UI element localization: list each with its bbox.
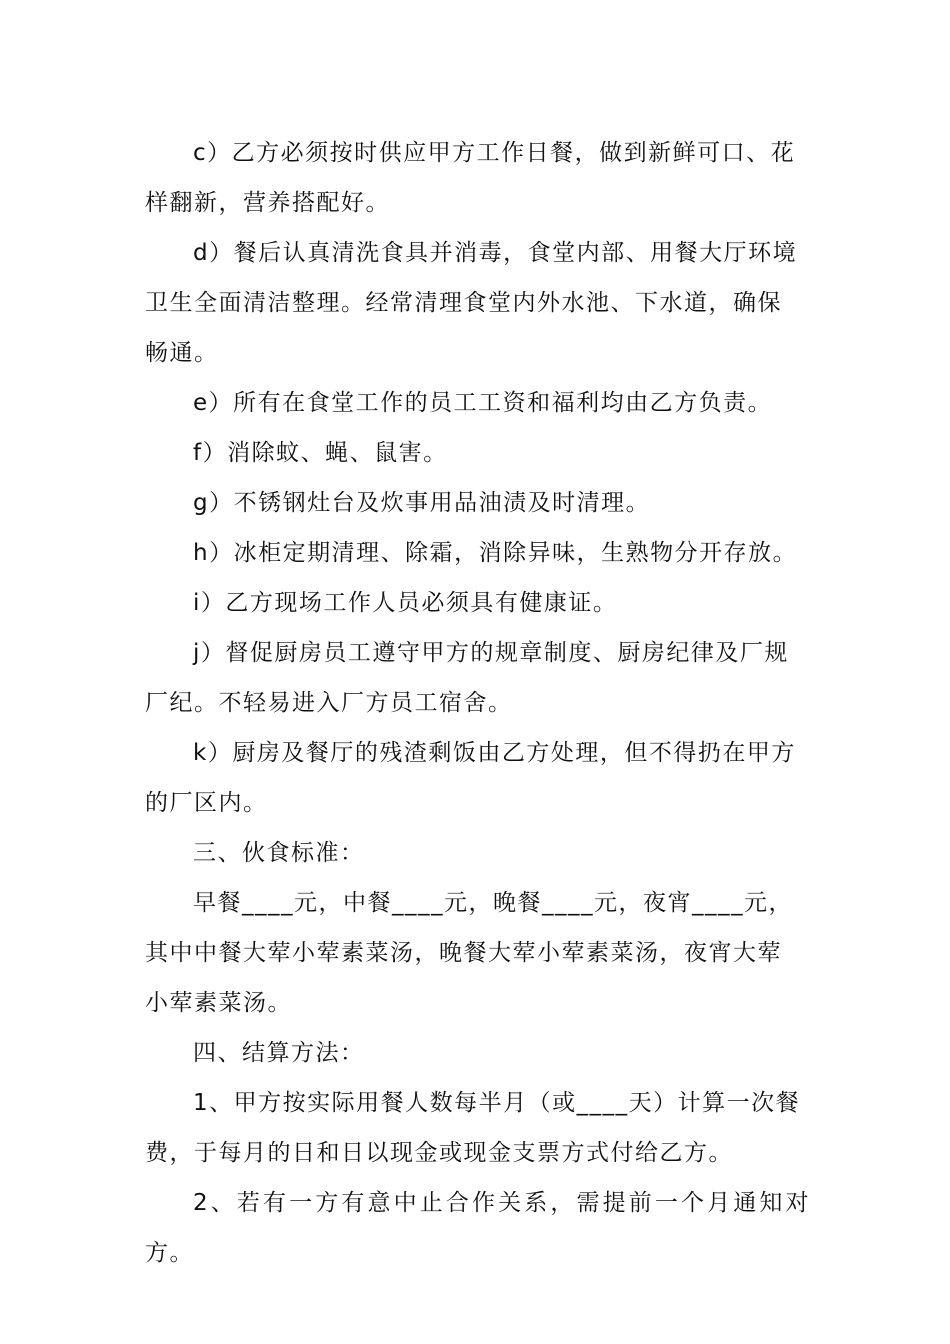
text-line: 三、伙食标准： <box>193 840 365 866</box>
paragraph-k <box>145 728 810 828</box>
text-line: k）厨房及餐厅的残渣剩饭由乙方处理，但不得扔在甲方 <box>193 740 796 766</box>
paragraph-settlement-2 <box>145 1178 810 1278</box>
text-line: c）乙方必须按时供应甲方工作日餐，做到新鲜可口、花 <box>193 140 796 166</box>
text-line: i）乙方现场工作人员必须具有健康证。 <box>193 590 618 616</box>
paragraph-d <box>145 228 810 378</box>
text-line: 畅通。 <box>145 340 219 366</box>
text-line: 小荤素菜汤。 <box>145 990 292 1016</box>
text-line: 费，于每月的日和日以现金或现金支票方式付给乙方。 <box>145 1140 733 1166</box>
text-line: j）督促厨房员工遵守甲方的规章制度、厨房纪律及厂规 <box>193 640 789 666</box>
section-heading-settlement <box>145 1028 810 1078</box>
paragraph-e <box>145 378 810 428</box>
paragraph-j <box>145 628 810 728</box>
text-line: 的厂区内。 <box>145 790 268 816</box>
paragraph-g <box>145 478 810 528</box>
text-line: f）消除蚊、蝇、鼠害。 <box>193 440 448 466</box>
text-line: 1、甲方按实际用餐人数每半月（或____天）计算一次餐 <box>193 1090 801 1116</box>
text-line: e）所有在食堂工作的员工工资和福利均由乙方负责。 <box>193 390 773 416</box>
paragraph-i <box>145 578 810 628</box>
paragraph-f <box>145 428 810 478</box>
paragraph-meal-standard <box>145 878 810 1028</box>
text-line: 2、若有一方有意中止合作关系，需提前一个月通知对方。 <box>145 1190 810 1266</box>
section-heading-meal-standard <box>145 828 810 878</box>
text-line: 样翻新，营养搭配好。 <box>145 190 390 216</box>
paragraph-settlement-1 <box>145 1078 810 1178</box>
text-line: d）餐后认真清洗食具并消毒，食堂内部、用餐大厅环境 <box>193 240 798 266</box>
paragraph-h <box>145 528 810 578</box>
document-body <box>145 128 810 1278</box>
text-line: 厂纪。不轻易进入厂方员工宿舍。 <box>145 690 513 716</box>
text-line: g）不锈钢灶台及炊事用品油渍及时清理。 <box>193 490 651 516</box>
text-line: 卫生全面清洁整理。经常清理食堂内外水池、下水道，确保 <box>145 290 782 316</box>
text-line: h）冰柜定期清理、除霜，消除异味，生熟物分开存放。 <box>193 540 798 566</box>
text-line: 其中中餐大荤小荤素菜汤，晚餐大荤小荤素菜汤，夜宵大荤 <box>145 940 782 966</box>
text-line: 早餐____元，中餐____元，晚餐____元，夜宵____元， <box>193 890 793 916</box>
paragraph-c <box>145 128 810 228</box>
text-line: 四、结算方法： <box>193 1040 365 1066</box>
